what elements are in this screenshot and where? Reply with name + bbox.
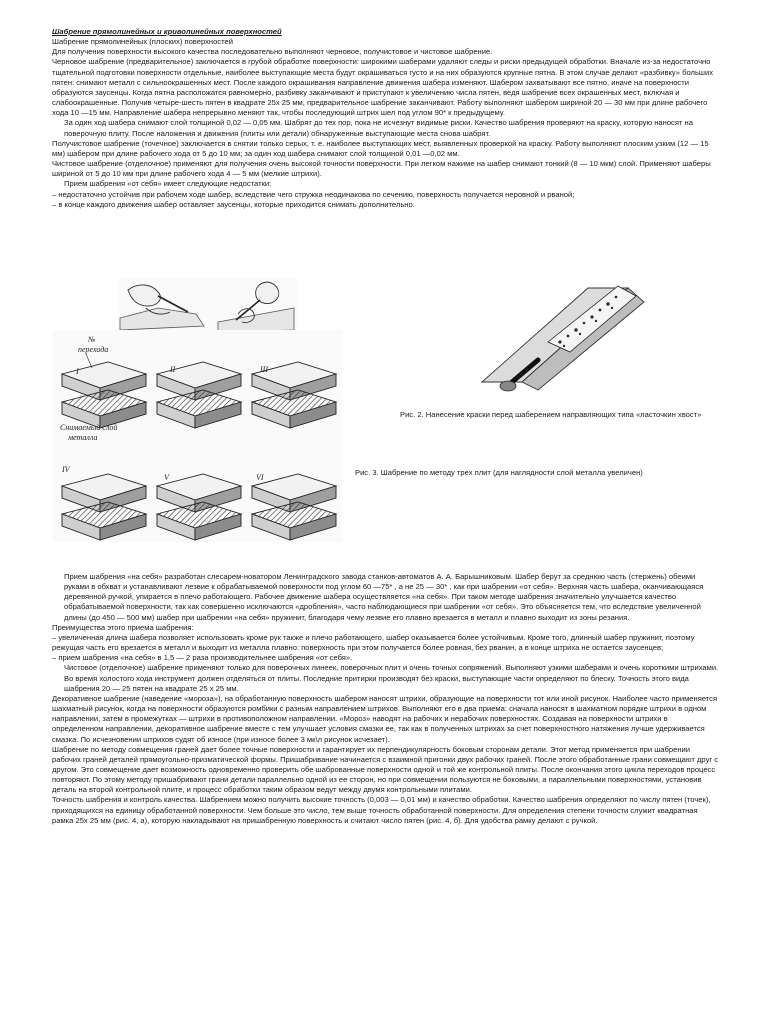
plate-label-1: I [76, 367, 79, 376]
plate-label-6: VI [256, 473, 264, 482]
removed-layer-label-1: Снимаемый слой [60, 423, 118, 432]
paragraph: Для получения поверхности высокого качества последовательно выполняют черновое, получистовое и чистовое шабрение. [52, 47, 493, 57]
article-bottom-text [52, 572, 720, 826]
paragraph: Чистовое (отделочное) шабрение применяют только для поверочных линеек, поверочных плит и очень точных сопряжений. Выполняют узкими шаберами и очень короткими штрихами. Во время холостого хода инструмент должен отделяться от плиты. Последние притирки производят без краски, выступающие части определяют по блеску. Точность этого вида шабрения 20 — 25 пятен на квадрате 25 х 25 мм. [64, 663, 719, 693]
figure-2-caption: Рис. 2. Нанесение краски перед шаберением направляющих типа «ласточкин хвост» [400, 410, 702, 419]
paragraph: Получистовое шабрение (точечное) заключается в снятии только серых, т. е. наиболее выступающих мест, выявленных проверкой на краску. Работу выполняют плоским узким (12 — 15 мм) шабером при длине рабочего хода от 5 до 10 мм; за один ход шабера снимают слой толщиной 0,01 —0,02 мм. [52, 138, 709, 158]
list-item: – увеличенная длина шабера позволяет использовать кроме рук также и плечо работающего, шабер оказывается более устойчивым. Кроме того, длинный шабер пружинит, поэтому режущая часть его врезается в металл и выходит из металла плавно: поверхность при этом получается более ровная, без рванин, а в конце штриха не остается заусенцев; [52, 632, 695, 653]
list-item: – прием шабрения «на себя» в 1,5 — 2 раза производительнее шабрения «от себя». [52, 653, 353, 663]
scraping-hands-illustration [118, 278, 298, 334]
removed-layer-label-2: металла [68, 433, 98, 442]
dovetail-guide-illustration [478, 282, 648, 394]
plate-label-5: V [164, 473, 169, 482]
paragraph: Чистовое шабрение (отделочное) применяют для получения очень высокой точности поверхности. При легком нажиме на шабер снимают тонкий (8 — 10 мкм) слой. Применяют шаберы шириной от 5 до 10 мм при длине рабочего хода 4 — 5 мм (мелкие штрихи). [52, 159, 711, 179]
list-item: – недостаточно устойчив при рабочем ходе шабер, вследствие чего стружка неодинакова по сечению, поверхность получается неровной и рваной; [52, 189, 575, 199]
pass-number-label-2: перехода [78, 345, 109, 354]
paragraph: Шабрение прямолинейных (плоских) поверхностей [52, 37, 233, 47]
plate-label-3: III [260, 365, 268, 374]
paragraph: Точность шабрения и контроль качества. Шабрением можно получить высокие точность (0,003 — 0,01 мм) и качество обработки. Качество шабрения определяют по числу пятен (точек), приходящихся на единицу обработанной поверхности. Чем больше это число, тем выше точность обработанной поверхности. Для определения степени точности служит квадратная рамка 25х 25 мм (рис. 4, а), которую накладывают на пришабренную поверхность и считают число пятен (рис. 4, б). Для удобства рамку делают с ручкой. [52, 795, 711, 825]
plate-label-2: II [170, 365, 176, 374]
three-plates-diagram [52, 330, 342, 542]
article-title: Шабрение прямолинейных и криволинейных поверхностей [52, 27, 282, 36]
article-top-text [52, 27, 720, 210]
paragraph: Декоративное шабрение (наведение «мороза»), на обработанную поверхность шабером наносят штрихи, образующие на поверхности тот или иной рисунок. Наиболее часто применяется шахматный рисунок, когда на поверхности образуются ромбики с разным направлением штрихов. Выполняют его в два приема: сначала наносят в шахматном порядке штрихи в одном направлении, затем в промежутках — штрихи в противоположном направлении. «Мороз» наводят на рабочих и нерабочих поверхностях. Создавая на поверхности штрихи в определенном направлении, декоративное шабрение вместе с тем улучшает условия смазки ее, так как в полученных штрихах за счет поверхностного натяжения лучше удерживается смазка. По исчезновении штрихов судят об износе (при износе более 3 мк\л рисунок исчезает). [52, 693, 718, 744]
list-item: – в конце каждого движения шабер оставляет заусенцы, которые приходится снимать дополнительно. [52, 199, 415, 209]
paragraph: Прием шабрения «на себя» разработан слесарем-новатором Ленинградского завода станков-автоматов А. А. Барышниковым. Шабер берут за среднюю часть (стержень) обеими руками в обхват и устанавливают лезвие к обрабатываемой поверхности под углом 60 —75* , а не 25 — 30* , как при шабрении «от себя». Верхняя часть шабера, оканчивающаяся деревянной ручкой, упирается в плечо работающего. Рабочее движение шабера осуществляется «на себя». При таком методе шабрения значительно улучшается качество обрабатываемой поверхности, так как совершенно исключаются «дробления», часто наблюдающиеся при шабрении «от себя». Это объясняется тем, что вследствие увеличенной длины (до 450 — 500 мм) шабер при шабрении «на себя» пружинит, благодаря чему лезвие его плавно врезается в металл и плавно выходит из зоны резания. [64, 572, 704, 622]
plate-label-4: IV [62, 465, 70, 474]
pass-number-label-1: № [88, 335, 96, 344]
paragraph: Шабрение по методу совмещения граней дает более точные поверхности и гарантирует их перпендикулярность боковым сторонам детали. Этот метод применяется при шабрении рабочих граней деталей прямоугольно-призматической формы. Пришабривание начинается с взаимной пригонки двух рабочих граней. После этого обработанные грани совмещают друг с другом. Это совмещение дает возможность одновременно проверить обе шаброванные поверхности одной и той же контрольной плиты. После окончания этого цикла переходов процесс повторяют. По этому методу пришабривают грани детали параллельно одной из ее сторон, но при совмещении пользуются не боковыми, а параллельными поверхностями, установив деталь на второй контрольной плите, и процесс обработки таким образом ведут между двумя контрольными плитами. [52, 744, 719, 795]
figure-3-caption: Рис. 3. Шабрение по методу трех плит (для наглядности слой металла увеличен) [355, 468, 643, 477]
paragraph: Прием шабрения «от себя» имеет следующие недостатки: [64, 179, 272, 189]
paragraph: За один ход шабера снимают слой толщиной 0,02 — 0,05 мм. Шабрят до тех пор, пока не исчезнут видимые риски. Качество шабрения проверяют на краску, которую наносят на поверочную плиту. После наложения и движения (плиты или детали) обнаруженные выступающие места снова шабрят. [64, 118, 693, 138]
paragraph: Черновое шабрение (предварительное) заключается в грубой обработке поверхности: широкими шаберами удаляют следы и риски предыдущей обработки. Вначале из-за недостаточно тщательной подготовки поверхности отдельные, наиболее выступающие места будут окрашиваться густо и на них образуются крупные пятна. В этом случае делают «разбивку» больших пятен: снимают металл с сильноокрашенных мест. После каждого окрашивания направление движения шабера изменяют. Шабером захватывают все пятно, иначе на поверхности образуются заусенцы. Когда пятна расположатся равномерно, разбивку заканчивают и приступают к увеличению числа пятен, ведя шабрение всех окрашенных мест, включая и слабоокрашенные. Получив четыре-шесть пятен в квадрате 25х 25 мм, предварительное шабрение заканчивают. Работу выполняют шабером шириной 20 — 30 мм при длине рабочего хода 10 —15 мм. Направление шабера непрерывно меняют так, чтобы последующий штрих шел под углом 90* к предыдущему. [52, 57, 714, 118]
paragraph: Преимущества этого приема шабрения: [52, 622, 194, 632]
